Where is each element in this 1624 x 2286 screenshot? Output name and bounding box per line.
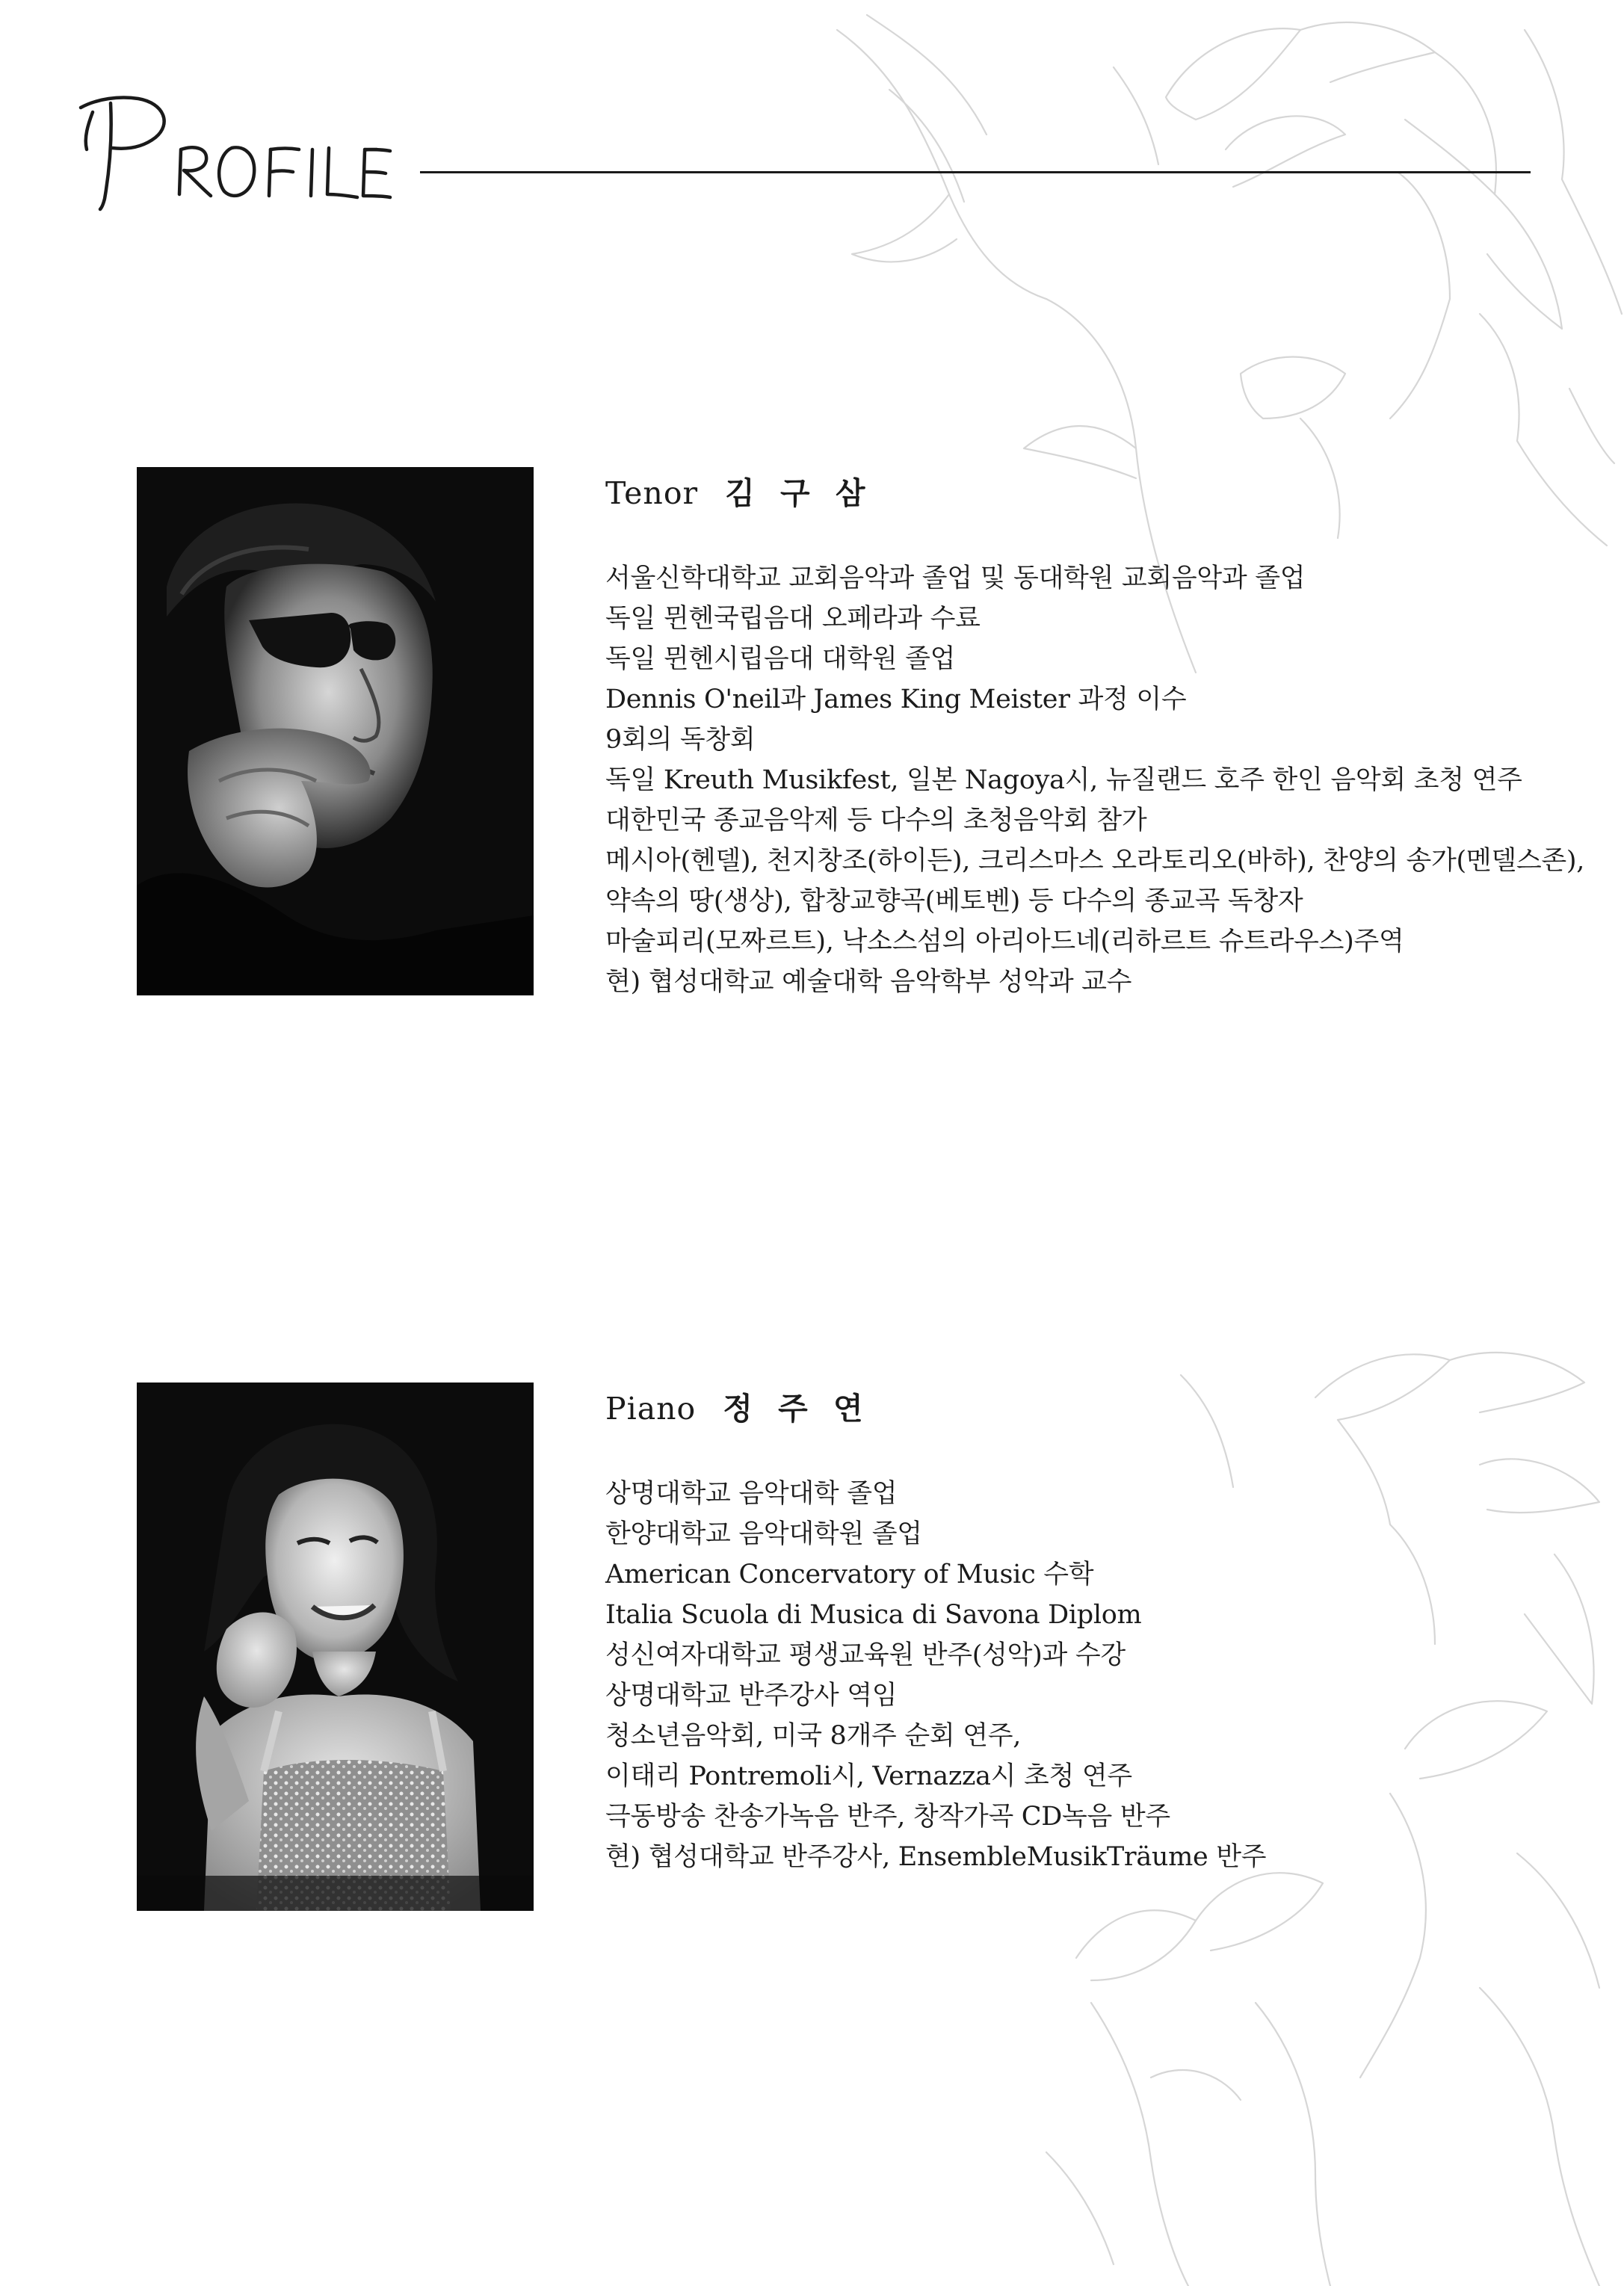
bio-line: 성신여자대학교 평생교육원 반주(성악)과 수강 <box>605 1640 1126 1670</box>
bio-line: 현) 협성대학교 반주강사, EnsembleMusikTräume 반주 <box>605 1842 1267 1872</box>
title-rule <box>420 171 1531 173</box>
bio-line: 현) 협성대학교 예술대학 음악학부 성악과 교수 <box>605 967 1132 997</box>
profile-name: 김 구 삼 <box>725 475 873 511</box>
profile-name: 정 주 연 <box>723 1391 871 1427</box>
profile-heading-tenor <box>605 467 1562 519</box>
bio-list-piano <box>605 1474 1562 1877</box>
bio-line: 메시아(헨델), 천지창조(하이든), 크리스마스 오라토리오(바하), 찬양의 송가(멘델스존), <box>605 846 1585 876</box>
profile-heading-piano <box>605 1383 1562 1435</box>
bio-line: 서울신학대학교 교회음악과 졸업 및 동대학원 교회음악과 졸업 <box>605 563 1306 593</box>
bio-line: 이태리 Pontremoli시, Vernazza시 초청 연주 <box>605 1761 1132 1791</box>
bio-line: 약속의 땅(생상), 합창교향곡(베토벤) 등 다수의 종교곡 독창자 <box>605 886 1303 916</box>
bio-tenor <box>605 467 1585 1002</box>
bio-line: 독일 뮌헨국립음대 오페라과 수료 <box>605 604 981 634</box>
profile-script-title <box>67 82 396 217</box>
bio-line: Dennis O'neil과 James King Meister 과정 이수 <box>605 685 1187 714</box>
bio-line: 상명대학교 반주강사 역임 <box>605 1681 898 1711</box>
profile-role: Piano <box>605 1391 697 1427</box>
bio-line: 청소년음악회, 미국 8개주 순회 연주, <box>605 1721 1022 1751</box>
bio-line: 독일 뮌헨시립음대 대학원 졸업 <box>605 644 956 674</box>
profile-role: Tenor <box>605 475 699 511</box>
bio-line: 독일 Kreuth Musikfest, 일본 Nagoya시, 뉴질랜드 호주 한인 음악회 초청 연주 <box>605 765 1522 795</box>
bio-line: 9회의 독창회 <box>605 725 756 755</box>
portrait-photo-piano <box>137 1383 534 1911</box>
bio-line: American Concervatory of Music 수학 <box>605 1560 1094 1590</box>
page-title <box>67 82 396 217</box>
page-header <box>67 82 1532 217</box>
bio-line: 극동방송 찬송가녹음 반주, 창작가곡 CD녹음 반주 <box>605 1802 1170 1832</box>
tenor-portrait-image <box>137 467 534 995</box>
bio-list-tenor <box>605 558 1585 1002</box>
bio-line: 마술피리(모짜르트), 낙소스섬의 아리아드네(리하르트 슈트라우스)주역 <box>605 927 1404 957</box>
bio-line: Italia Scuola di Musica di Savona Diplom <box>605 1600 1142 1630</box>
bio-piano <box>605 1383 1562 1877</box>
portrait-photo-tenor <box>137 467 534 995</box>
bio-line: 상명대학교 음악대학 졸업 <box>605 1479 898 1509</box>
bio-line: 대한민국 종교음악제 등 다수의 초청음악회 참가 <box>605 806 1147 835</box>
bio-line: 한양대학교 음악대학원 졸업 <box>605 1519 922 1549</box>
piano-portrait-image <box>137 1383 534 1911</box>
